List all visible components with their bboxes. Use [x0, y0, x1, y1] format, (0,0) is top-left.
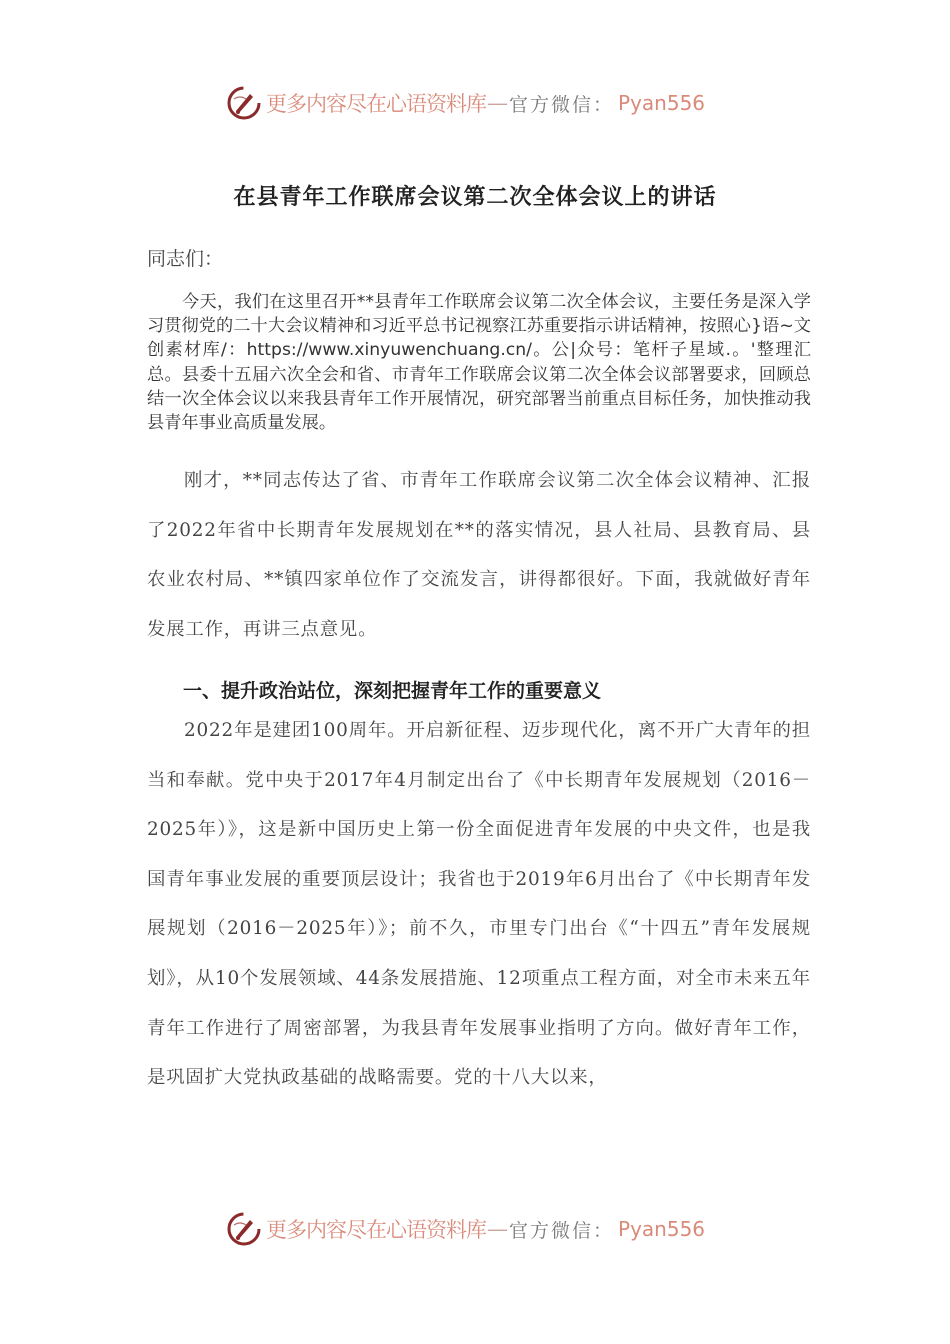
quill-pen-icon	[226, 1211, 262, 1247]
footer-watermark-banner	[226, 1209, 726, 1249]
banner-lead-text: 更多内容尽在心语资料库	[266, 1218, 486, 1242]
banner-lead-text: 更多内容尽在心语资料库	[266, 92, 486, 116]
document-title: 在县青年工作联席会议第二次全体会议上的讲话	[233, 185, 717, 210]
banner-wechat-label: 官方微信：	[509, 1219, 615, 1242]
section-heading-1: 一、提升政治站位，深刻把握青年工作的重要意义	[183, 680, 602, 702]
banner-wechat-label: 官方微信：	[509, 93, 615, 116]
banner-wechat-id: Pyan556	[618, 1217, 706, 1241]
quill-pen-icon	[226, 85, 262, 121]
banner-dash: —	[487, 91, 508, 115]
paragraph-section-1: 2022年是建团100周年。开启新征程、迈步现代化，离不开广大青年的担当和奉献。党中央于2017年4月制定出台了《中长期青年发展规划（2016－2025年）》，这是新中国历史上第一份全面促进青年发展的中央文件，也是我国青年事业发展的重要顶层设计；我省也于2019年6月出台了《中长期青年发展规划（2016－2025年）》；前不久，市里专门出台《“十四五”青年发展规划》，从10个发展领域、44条发展措施、12项重点工程方面，对全市未来五年青年工作进行了周密部署，为我县青年发展事业指明了方向。做好青年工作，是巩固扩大党执政基础的战略需要。党的十八大以来，	[147, 720, 811, 1089]
paragraph-intro: 今天，我们在这里召开**县青年工作联席会议第二次全体会议，主要任务是深入学习贯彻党的二十大会议精神和习近平总书记视察江苏重要指示讲话精神，按照心}语~文创素材库/：https://www.xinyuwenchuang.cn/。公|众号：笔杆子星域.。'整理汇总。县委十五届六次全会和省、市青年工作联席会议第二次全体会议部署要求，回顾总结一次全体会议以来我县青年工作开展情况，研究部署当前重点目标任务，加快推动我县青年事业高质量发展。	[147, 292, 811, 434]
banner-wechat-id: Pyan556	[618, 91, 706, 115]
header-watermark-banner	[226, 83, 726, 123]
banner-dash: —	[487, 1217, 508, 1241]
paragraph-report: 刚才，**同志传达了省、市青年工作联席会议第二次全体会议精神、汇报了2022年省中长期青年发展规划在**的落实情况，县人社局、县教育局、县农业农村局、**镇四家单位作了交流发言，讲得都很好。下面，我就做好青年发展工作，再讲三点意见。	[147, 470, 811, 640]
salutation: 同志们：	[147, 248, 224, 270]
